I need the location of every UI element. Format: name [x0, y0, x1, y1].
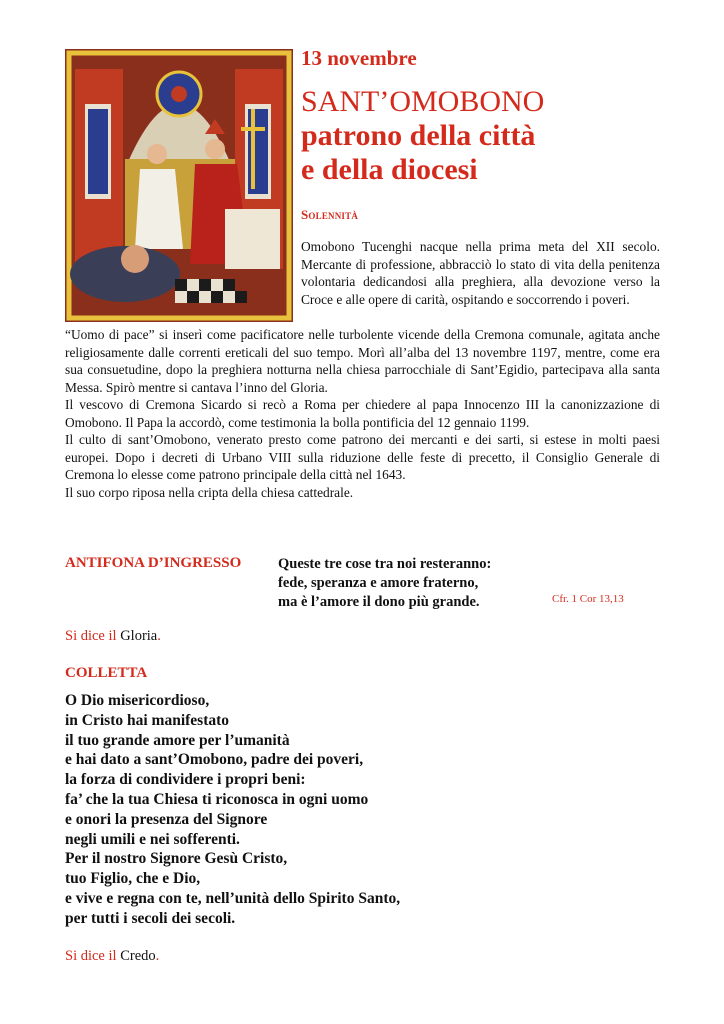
biography-paragraph-5: Il suo corpo riposa nella cripta della chiesa cattedrale.	[65, 484, 354, 500]
title-line-1: SANT’OMOBONO	[301, 85, 545, 118]
antifona-line: ma è l’amore il dono più grande.	[278, 594, 480, 610]
gloria-word: Gloria	[120, 628, 158, 644]
colletta-label: COLLETTA	[65, 665, 148, 681]
biography-paragraph-2: “Uomo di pace” si inserì come pacificatore nelle turbolente vicende della Cremona comunale, agitata anche religiosamente dalle correnti ereticali del suo tempo. Morì all’alba del 13 novembre 1197, mentre, come era sua consuetudine, dopo la preghiera notturna nella chiesa parrocchiale di Sant’Egidio, partecipava alla santa Messa. Spirò mentre si cantava l’inno del Gloria.	[65, 327, 660, 395]
gloria-rubric	[65, 628, 161, 645]
colletta-line: e hai dato a sant’Omobono, padre dei poveri,	[65, 751, 364, 769]
antifona-reference: Cfr. 1 Cor 13,13	[552, 593, 624, 605]
biography-paragraph-3: Il vescovo di Cremona Sicardo si recò a Roma per chiedere al papa Innocenzo III la canonizzazione di Omobono. Il Papa la accordò, come testimonia la bolla pontificia del 12 gennaio 1199.	[65, 397, 660, 430]
colletta-line: la forza di condividere i propri beni:	[65, 771, 306, 789]
colletta-line: per tutti i secoli dei secoli.	[65, 909, 236, 927]
gloria-suffix: .	[157, 628, 161, 644]
biography-paragraph-4: Il culto di sant’Omobono, venerato presto come patrono dei mercanti e dei sarti, si estese in molti paesi europei. Dopo i decreti di Urbano VIII sulla riduzione delle feste di precetto, il Consiglio Generale di Cremona lo elesse come patrono principale della città nel 1643.	[65, 432, 660, 482]
biography-side-text	[301, 238, 660, 308]
credo-rubric	[65, 948, 159, 965]
biography-full-text	[65, 326, 660, 501]
liturgical-rank: Solennità	[301, 207, 359, 222]
credo-prefix: Si dice il	[65, 948, 117, 964]
colletta-line: in Cristo hai manifestato	[65, 711, 230, 729]
credo-suffix: .	[155, 948, 160, 964]
colletta-line: il tuo grande amore per l’umanità	[65, 731, 290, 749]
antifona-label: ANTIFONA D’INGRESSO	[65, 555, 242, 571]
colletta-prayer	[65, 691, 400, 929]
colletta-line: O Dio misericordioso,	[65, 692, 210, 709]
colletta-line: negli umili e nei sofferenti.	[65, 830, 240, 848]
saint-omobono-miniature-icon	[65, 49, 293, 322]
feast-title	[301, 85, 544, 187]
biography-paragraph-1: Omobono Tucenghi nacque nella prima meta del XII secolo. Mercante di professione, abbracciò lo stato di vita della penitenza volontaria dedicandosi alla preghiera, alla devozione verso la Croce e alle opere di carità, ospitando e soccorrendo i poveri.	[301, 239, 660, 307]
title-line-3: e della diocesi	[301, 153, 478, 186]
colletta-line: fa’ che la tua Chiesa ti riconosca in ogni uomo	[65, 790, 369, 808]
antifona-line: Queste tre cose tra noi resteranno:	[278, 556, 492, 572]
colletta-line: e vive e regna con te, nell’unità dello Spirito Santo,	[65, 889, 401, 907]
credo-word: Credo	[120, 948, 156, 964]
antifona-line: fede, speranza e amore fraterno,	[278, 575, 479, 591]
antifona-text	[278, 555, 491, 612]
feast-date: 13 novembre	[301, 46, 417, 70]
colletta-line: Per il nostro Signore Gesù Cristo,	[65, 850, 288, 868]
colletta-line: e onori la presenza del Signore	[65, 810, 268, 828]
saint-omobono-miniature	[65, 49, 293, 322]
title-line-2: patrono della città	[301, 119, 536, 152]
colletta-line: tuo Figlio, che e Dio,	[65, 870, 201, 888]
gloria-prefix: Si dice il	[65, 628, 117, 644]
